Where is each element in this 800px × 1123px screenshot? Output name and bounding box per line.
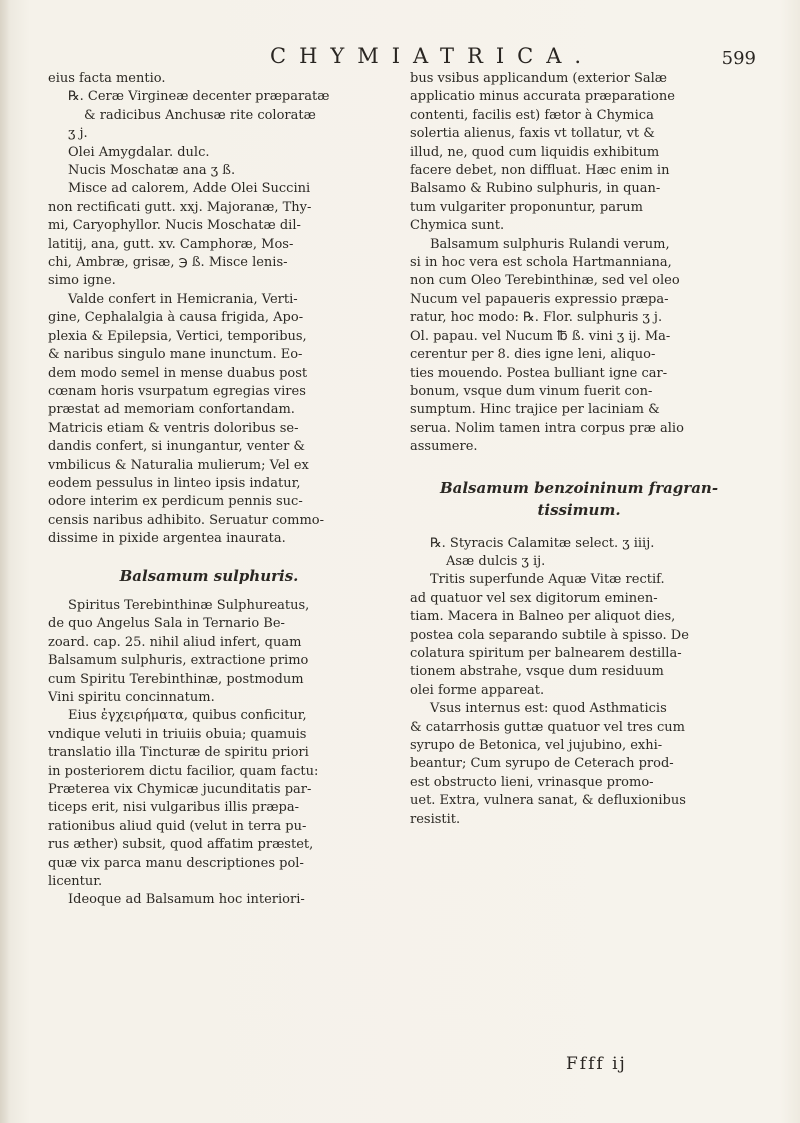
text-line: in posteriorem dictu facilior, quam factu: — [48, 763, 319, 779]
section-title: Balsamum sulphuris. — [119, 566, 299, 585]
text-line: tionem abstrahe, vsque dum residuum — [410, 664, 664, 680]
text-line: uet. Extra, vulnera sanat, & defluxionibus — [410, 793, 686, 809]
text-line: contenti, facilis est) fætor à Chymica — [410, 107, 654, 123]
text-line: vmbilicus & Naturalia mulierum; Vel ex — [48, 457, 309, 473]
text-line: tiam. Macera in Balneo per aliquot dies, — [410, 609, 676, 625]
text-line: gine, Cephalalgia à causa frigida, Apo- — [48, 310, 304, 326]
text-line: tum vulgariter proponuntur, parum — [410, 199, 643, 215]
text-line: facere debet, non diffluat. Hæc enim in — [410, 163, 670, 179]
text-line: olei forme appareat. — [410, 682, 545, 698]
text-line: bus vsibus applicandum (exterior Salæ — [410, 71, 668, 86]
text-line: cum Spiritu Terebinthinæ, postmodum — [48, 671, 304, 687]
text-line: Nucis Moschatæ ana ʒ ß. — [68, 163, 236, 179]
text-line: Vsus internus est: quod Asthmaticis — [430, 701, 667, 717]
text-line: Eius ἐγχειρήματα, quibus conficitur, — [68, 708, 307, 724]
text-line: si in hoc vera est schola Hartmanniana, — [410, 255, 672, 271]
text-line: licentur. — [48, 874, 103, 890]
text-line: beantur; Cum syrupo de Ceterach prod- — [410, 756, 674, 772]
text-line: dissime in pixide argentea inaurata. — [48, 531, 286, 547]
text-line: ratur, hoc modo: ℞. Flor. sulphuris ʒ j. — [410, 310, 663, 326]
text-line: rationibus aliud quid (velut in terra pu- — [48, 818, 307, 834]
text-line: translatio illa Tincturæ de spiritu priori — [48, 745, 309, 761]
text-line: quæ vix parca manu descriptiones pol- — [48, 855, 304, 871]
text-line: bonum, vsque dum vinum fuerit con- — [410, 383, 653, 399]
text-line: Tritis superfunde Aquæ Vitæ rectif. — [430, 572, 665, 588]
text-line: Balsamum sulphuris Rulandi verum, — [430, 236, 670, 252]
text-line: eius facta mentio. — [48, 71, 166, 86]
text-line: Misce ad calorem, Adde Olei Succini — [68, 181, 311, 197]
text-line: ʒ j. — [68, 126, 88, 142]
text-line: Matricis etiam & ventris doloribus se- — [48, 420, 299, 436]
text-line: Asæ dulcis ʒ ij. — [446, 553, 546, 569]
text-line: Chymica sunt. — [410, 218, 505, 234]
text-line: eodem pessulus in linteo ipsis indatur, — [48, 475, 301, 491]
text-line: resistit. — [410, 811, 461, 827]
text-line: solertia alienus, faxis vt tollatur, vt & — [410, 126, 655, 142]
text-line: ℞. Ceræ Virgineæ decenter præparatæ — [68, 89, 330, 105]
text-line: dandis confert, si inungantur, venter & — [48, 439, 305, 455]
text-line: censis naribus adhibito. Seruatur commo- — [48, 512, 325, 528]
text-line: applicatio minus accurata præparatione — [410, 89, 675, 105]
text-line: ties mouendo. Postea bulliant igne car- — [410, 365, 668, 381]
text-line: assumere. — [410, 439, 478, 455]
text-line: simo igne. — [48, 273, 116, 289]
text-line: chi, Ambræ, grisæ, ℈ ß. Misce lenis- — [48, 255, 288, 271]
section-title-line: tissimum. — [537, 500, 621, 519]
text-line: latitij, ana, gutt. xv. Camphoræ, Mos- — [48, 236, 294, 252]
text-line: plexia & Epilepsia, Vertici, temporibus, — [48, 328, 307, 344]
text-line: dem modo semel in mense duabus post — [48, 365, 308, 381]
text-line: odore interim ex perdicum pennis suc- — [48, 494, 303, 510]
text-line: sumptum. Hinc trajice per laciniam & — [410, 402, 660, 418]
text-line: mi, Caryophyllor. Nucis Moschatæ dil- — [48, 218, 301, 234]
text-line: syrupo de Betonica, vel jujubino, exhi- — [410, 738, 663, 753]
text-line: Valde confert in Hemicrania, Verti- — [68, 291, 298, 307]
text-line: postea cola separando subtile à spisso. De — [410, 627, 689, 643]
text-line: de quo Angelus Sala in Ternario Be- — [48, 616, 285, 632]
running-title: CHYMIATRICA. — [270, 44, 595, 68]
text-line: Vini spiritu concinnatum. — [48, 690, 215, 705]
text-line: zoard. cap. 25. nihil aliud infert, quam — [48, 634, 302, 650]
text-line: cerentur per 8. dies igne leni, aliquo- — [410, 347, 656, 363]
left-column — [48, 70, 370, 910]
text-line: Ol. papau. vel Nucum ℔ ß. vini ʒ ij. Ma- — [410, 328, 671, 344]
text-line: cœnam horis vsurpatum egregias vires — [48, 383, 306, 399]
page-edge — [0, 0, 10, 1123]
text-line: ticeps erit, nisi vulgaribus illis præpa- — [48, 800, 299, 816]
text-line: Nucum vel papaueris expressio præpa- — [410, 291, 669, 307]
text-line: & radicibus Anchusæ rite coloratæ — [84, 107, 316, 123]
text-line: ad quatuor vel sex digitorum eminen- — [410, 590, 658, 606]
text-line: Præterea vix Chymicæ jucunditatis par- — [48, 782, 312, 798]
signature-mark: Ffff ij — [566, 1054, 627, 1074]
text-line: non cum Oleo Terebinthinæ, sed vel oleo — [410, 273, 680, 289]
text-line: illud, ne, quod cum liquidis exhibitum — [410, 144, 660, 160]
text-line: rus æther) subsit, quod affatim præstet, — [48, 837, 314, 853]
text-line: & naribus singulo mane inunctum. Eo- — [48, 347, 303, 363]
text-line: præstat ad memoriam confortandam. — [48, 402, 295, 418]
text-line: est obstructo lieni, vrinasque promo- — [410, 774, 654, 790]
text-line: Balsamum sulphuris, extractione primo — [48, 653, 309, 669]
section-title-line: Balsamum benzoininum fragran- — [439, 478, 719, 497]
text-line: Spiritus Terebinthinæ Sulphureatus, — [68, 597, 310, 613]
text-line: Olei Amygdalar. dulc. — [68, 144, 210, 160]
text-line: colatura spiritum per balnearem destilla- — [410, 645, 682, 661]
page-number: 599 — [721, 48, 756, 69]
header — [270, 44, 756, 72]
text-line: non rectificati gutt. xxj. Majoranæ, Thy- — [48, 199, 312, 215]
text-line: serua. Nolim tamen intra corpus præ alio — [410, 420, 684, 436]
right-column — [410, 70, 748, 829]
text-line: Ideoque ad Balsamum hoc interiori- — [68, 892, 305, 908]
text-line: vndique veluti in triuiis obuia; quamuis — [48, 726, 307, 742]
text-line: Balsamo & Rubino sulphuris, in quan- — [410, 181, 661, 197]
section-title — [410, 477, 748, 521]
text-line: & catarrhosis guttæ quatuor vel tres cum — [410, 719, 685, 735]
text-line: ℞. Styracis Calamitæ select. ʒ iiij. — [430, 535, 655, 551]
